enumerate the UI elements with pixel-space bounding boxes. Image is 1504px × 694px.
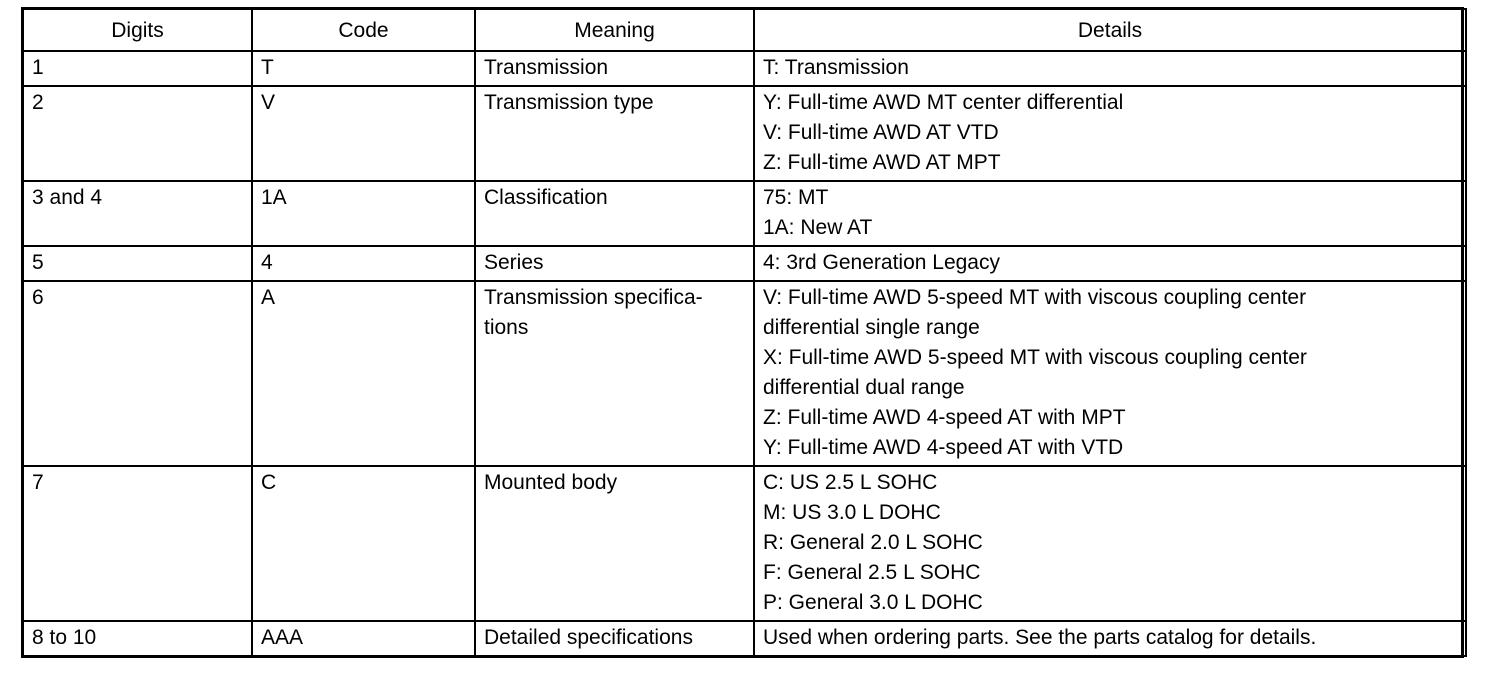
cell-code: AAA [252,621,475,656]
cell-meaning [475,466,754,621]
detail-line: V: Full-time AWD 5-speed MT with viscous coupling center [763,286,1307,309]
meaning-line: Transmission type [484,91,654,114]
cell-digits: 6 [23,281,252,466]
cell-meaning [475,86,754,181]
cell-details [754,181,1466,246]
detail-line: 1A: New AT [763,216,873,239]
cell-details [754,86,1466,181]
detail-line: 4: 3rd Generation Legacy [763,251,1000,274]
detail-line: C: US 2.5 L SOHC [763,471,938,494]
table-row [23,86,1466,181]
header-details: Details [754,9,1466,51]
detail-line: Y: Full-time AWD MT center differential [763,91,1124,114]
cell-details [754,621,1466,656]
cell-digits: 7 [23,466,252,621]
cell-details [754,51,1466,86]
header-meaning: Meaning [475,9,754,51]
header-digits: Digits [23,9,252,51]
cell-digits: 5 [23,246,252,281]
detail-line: Y: Full-time AWD 4-speed AT with VTD [763,436,1124,459]
cell-meaning [475,51,754,86]
table-row [23,281,1466,466]
header-row [23,9,1466,51]
cell-digits: 3 and 4 [23,181,252,246]
cell-details [754,466,1466,621]
table-body [23,51,1466,656]
meaning-line: Series [484,251,544,274]
cell-digits: 8 to 10 [23,621,252,656]
detail-line: P: General 3.0 L DOHC [763,591,983,614]
meaning-line: Mounted body [484,471,618,494]
cell-details [754,281,1466,466]
meaning-line: Classification [484,186,608,209]
cell-code: 4 [252,246,475,281]
detail-line: Z: Full-time AWD AT MPT [763,151,1001,174]
detail-line: F: General 2.5 L SOHC [763,561,981,584]
meaning-line: Transmission [484,56,609,79]
table-row [23,621,1466,656]
table-row [23,51,1466,86]
detail-line: differential single range [763,316,980,339]
cell-code: 1A [252,181,475,246]
detail-line: M: US 3.0 L DOHC [763,501,941,524]
table-row [23,246,1466,281]
meaning-line: Detailed specifications [484,626,693,649]
cell-meaning [475,281,754,466]
detail-line: 75: MT [763,186,829,209]
detail-line: R: General 2.0 L SOHC [763,531,983,554]
cell-details [754,246,1466,281]
detail-line: T: Transmission [763,56,909,79]
cell-meaning [475,621,754,656]
cell-meaning [475,246,754,281]
cell-code: C [252,466,475,621]
cell-code: V [252,86,475,181]
cell-digits: 1 [23,51,252,86]
meaning-line: tions [484,316,529,339]
cell-code: A [252,281,475,466]
detail-line: V: Full-time AWD AT VTD [763,121,999,144]
detail-line: Z: Full-time AWD 4-speed AT with MPT [763,406,1126,429]
detail-line: differential dual range [763,376,965,399]
cell-digits: 2 [23,86,252,181]
cell-code: T [252,51,475,86]
table-row [23,466,1466,621]
header-code: Code [252,9,475,51]
table-row [23,181,1466,246]
meaning-line: Transmission specifica- [484,286,703,309]
detail-line: Used when ordering parts. See the parts catalog for details. [763,626,1317,649]
detail-line: X: Full-time AWD 5-speed MT with viscous coupling center [763,346,1307,369]
cell-meaning [475,181,754,246]
code-table [22,8,1467,657]
